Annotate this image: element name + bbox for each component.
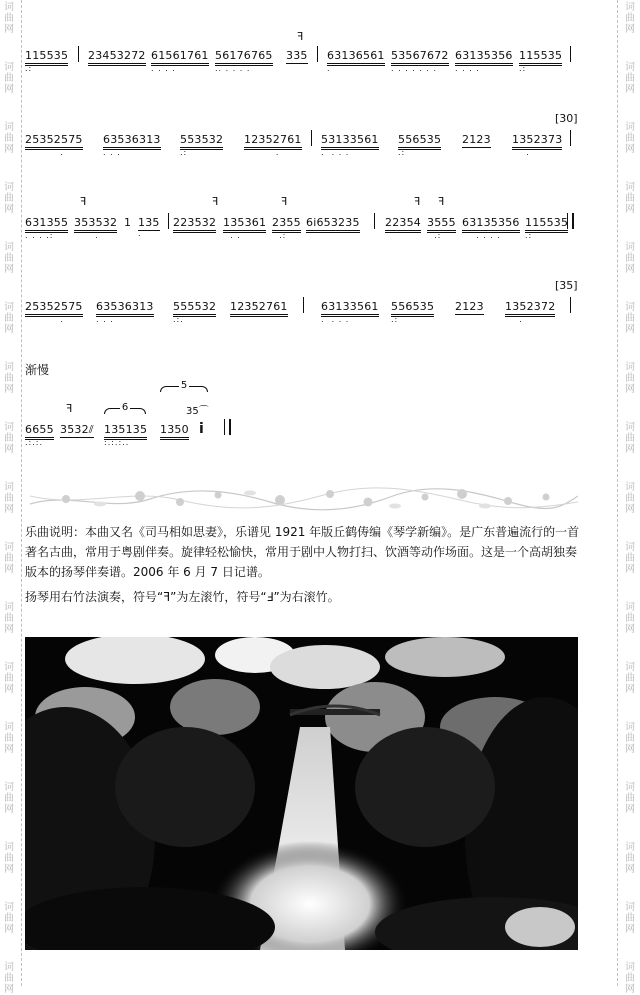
watermark-char: 词 bbox=[625, 602, 635, 613]
watermark-char: 曲 bbox=[625, 853, 635, 864]
watermark-text bbox=[2, 362, 16, 395]
watermark-char: 曲 bbox=[4, 673, 14, 684]
note-group: 2355 .: bbox=[272, 216, 301, 240]
watermark-char: 曲 bbox=[4, 73, 14, 84]
watermark-char: 网 bbox=[4, 144, 14, 155]
roll-mark: ꟻ bbox=[80, 195, 87, 208]
watermark-char: 曲 bbox=[4, 733, 14, 744]
watermark-char: 词 bbox=[4, 842, 14, 853]
watermark-char: 词 bbox=[625, 482, 635, 493]
note-group: 1350 bbox=[160, 424, 189, 440]
watermark-char: 网 bbox=[625, 444, 635, 455]
note-group: 63135356 . . . . bbox=[462, 216, 520, 240]
watermark-char: 网 bbox=[4, 864, 14, 875]
watermark-char: 词 bbox=[625, 2, 635, 13]
note-group: 56176765 .. . . . . bbox=[215, 49, 273, 73]
watermark-char: 词 bbox=[4, 542, 14, 553]
watermark-char: 网 bbox=[4, 564, 14, 575]
roll-mark: ꟻ bbox=[281, 195, 288, 208]
barline bbox=[78, 46, 79, 62]
note-group: 115535 .: bbox=[25, 49, 69, 73]
watermark-char: 词 bbox=[4, 722, 14, 733]
barline bbox=[374, 213, 375, 229]
watermark-char: 网 bbox=[625, 864, 635, 875]
watermark-char: 网 bbox=[625, 984, 635, 995]
barline bbox=[570, 130, 571, 146]
watermark-char: 词 bbox=[625, 182, 635, 193]
note-group: 135361 . . bbox=[223, 216, 267, 240]
watermark-char: 词 bbox=[625, 842, 635, 853]
ornament: 35⌒ bbox=[186, 406, 209, 417]
watermark-char: 曲 bbox=[625, 913, 635, 924]
watermark-char: 网 bbox=[4, 924, 14, 935]
watermark-text bbox=[623, 422, 637, 455]
watermark-char: 词 bbox=[625, 542, 635, 553]
note-group: 135 . bbox=[138, 216, 160, 238]
note-group: 23453272 bbox=[88, 50, 146, 66]
watermark-text bbox=[2, 662, 16, 695]
watermark-char: 网 bbox=[4, 264, 14, 275]
watermark-char: 词 bbox=[4, 2, 14, 13]
watermark-char: 词 bbox=[4, 662, 14, 673]
note-group: 63136561 . bbox=[327, 49, 385, 73]
note-group: 556535 .: bbox=[391, 300, 435, 324]
watermark-char: 网 bbox=[625, 264, 635, 275]
watermark-char: 词 bbox=[4, 302, 14, 313]
watermark-text bbox=[2, 602, 16, 635]
watermark-char: 网 bbox=[4, 504, 14, 515]
note-group: 53567672 . . . . . . . bbox=[391, 49, 449, 73]
roll-mark: ꟻ bbox=[297, 30, 304, 43]
note-group: 115535 .: bbox=[525, 216, 569, 240]
watermark-char: 曲 bbox=[4, 313, 14, 324]
repeat-barline bbox=[567, 213, 574, 229]
watermark-text bbox=[623, 722, 637, 755]
measure-number: [30] bbox=[555, 112, 578, 125]
watermark-char: 曲 bbox=[625, 553, 635, 564]
note-group: 2123 bbox=[455, 300, 484, 313]
watermark-text bbox=[2, 122, 16, 155]
final-barline bbox=[224, 419, 231, 435]
watermark-char: 词 bbox=[4, 242, 14, 253]
watermark-char: 网 bbox=[625, 84, 635, 95]
watermark-char: 曲 bbox=[625, 313, 635, 324]
note-group: 3532⫽ bbox=[60, 423, 94, 436]
right-border bbox=[617, 0, 618, 986]
watermark-char: 词 bbox=[625, 242, 635, 253]
watermark-char: 曲 bbox=[625, 793, 635, 804]
note-group: 1 bbox=[124, 216, 132, 229]
final-note: i bbox=[199, 421, 204, 437]
note-group: 556535 .: bbox=[398, 133, 442, 157]
watermark-char: 网 bbox=[625, 684, 635, 695]
note-group: 12352761 bbox=[230, 301, 288, 317]
barline bbox=[570, 297, 571, 313]
watermark-char: 曲 bbox=[625, 673, 635, 684]
watermark-char: 曲 bbox=[625, 253, 635, 264]
watermark-text bbox=[2, 302, 16, 335]
watermark-char: 曲 bbox=[4, 793, 14, 804]
note-group: 115535 .: bbox=[519, 49, 563, 73]
watermark-char: 曲 bbox=[4, 133, 14, 144]
barline bbox=[570, 46, 571, 62]
watermark-char: 网 bbox=[4, 324, 14, 335]
barline bbox=[311, 130, 312, 146]
watermark-char: 词 bbox=[4, 782, 14, 793]
watermark-text bbox=[623, 902, 637, 935]
watermark-char: 曲 bbox=[625, 133, 635, 144]
note-group: 25352575 . bbox=[25, 300, 83, 324]
watermark-char: 词 bbox=[625, 362, 635, 373]
watermark-char: 网 bbox=[4, 744, 14, 755]
watermark-char: 曲 bbox=[4, 373, 14, 384]
note-group: 63536313 . . . bbox=[103, 133, 161, 157]
watermark-text bbox=[2, 782, 16, 815]
watermark-text bbox=[623, 2, 637, 35]
note-group: 553532 .: bbox=[180, 133, 224, 157]
waterfall-illustration bbox=[25, 637, 578, 950]
watermark-char: 网 bbox=[625, 624, 635, 635]
watermark-char: 曲 bbox=[625, 973, 635, 984]
watermark-text bbox=[623, 662, 637, 695]
watermark-char: 曲 bbox=[625, 13, 635, 24]
watermark-char: 曲 bbox=[625, 433, 635, 444]
watermark-text bbox=[623, 542, 637, 575]
note-group: 353532 . bbox=[74, 216, 118, 240]
watermark-char: 词 bbox=[4, 902, 14, 913]
barline bbox=[317, 46, 318, 62]
watermark-text bbox=[2, 422, 16, 455]
note-group: 63536313 . . . bbox=[96, 300, 154, 324]
watermark-char: 网 bbox=[4, 24, 14, 35]
roll-mark: ꟻ bbox=[414, 195, 421, 208]
barline bbox=[168, 213, 169, 229]
note-group: 53133561 . . . . bbox=[321, 133, 379, 157]
watermark-char: 词 bbox=[625, 422, 635, 433]
note-group: 1352373 . bbox=[512, 133, 563, 157]
watermark-text bbox=[623, 782, 637, 815]
roll-mark: ꟻ bbox=[212, 195, 219, 208]
roll-mark: ꟻ bbox=[438, 195, 445, 208]
watermark-char: 网 bbox=[625, 24, 635, 35]
watermark-char: 网 bbox=[4, 84, 14, 95]
measure-number: [35] bbox=[555, 279, 578, 292]
watermark-char: 曲 bbox=[625, 373, 635, 384]
watermark-text bbox=[623, 122, 637, 155]
watermark-char: 网 bbox=[4, 444, 14, 455]
watermark-text bbox=[2, 542, 16, 575]
watermark-char: 网 bbox=[4, 624, 14, 635]
watermark-char: 词 bbox=[4, 482, 14, 493]
watermark-text bbox=[623, 602, 637, 635]
note-group: 135135 :.:.:.. bbox=[104, 423, 148, 447]
watermark-text bbox=[2, 242, 16, 275]
watermark-char: 曲 bbox=[625, 193, 635, 204]
watermark-text bbox=[2, 62, 16, 95]
watermark-char: 曲 bbox=[4, 193, 14, 204]
watermark-char: 曲 bbox=[4, 493, 14, 504]
tempo-marking: 渐慢 bbox=[25, 363, 50, 377]
watermark-char: 网 bbox=[625, 744, 635, 755]
waterfall-photo bbox=[25, 637, 578, 950]
watermark-char: 词 bbox=[625, 122, 635, 133]
watermark-char: 网 bbox=[625, 204, 635, 215]
watermark-char: 曲 bbox=[4, 913, 14, 924]
watermark-text bbox=[623, 482, 637, 515]
watermark-char: 词 bbox=[4, 362, 14, 373]
watermark-char: 词 bbox=[625, 962, 635, 973]
watermark-char: 曲 bbox=[625, 613, 635, 624]
note-group: 22354 bbox=[385, 217, 421, 233]
note-group: 25352575 . bbox=[25, 133, 83, 157]
watermark-char: 网 bbox=[625, 384, 635, 395]
watermark-char: 网 bbox=[625, 504, 635, 515]
watermark-char: 词 bbox=[625, 782, 635, 793]
watermark-char: 曲 bbox=[4, 853, 14, 864]
note-group: 63135356 . . . . bbox=[455, 49, 513, 73]
note-group: 335 bbox=[286, 49, 308, 62]
watermark-text bbox=[623, 302, 637, 335]
watermark-text bbox=[623, 242, 637, 275]
watermark-char: 网 bbox=[625, 564, 635, 575]
watermark-char: 词 bbox=[4, 182, 14, 193]
watermark-text bbox=[2, 2, 16, 35]
watermark-char: 曲 bbox=[4, 973, 14, 984]
watermark-text bbox=[2, 182, 16, 215]
watermark-text bbox=[2, 842, 16, 875]
watermark-char: 词 bbox=[4, 62, 14, 73]
note-group: 2123 bbox=[462, 133, 491, 146]
tuplet-bracket: 6 bbox=[104, 408, 146, 414]
watermark-text bbox=[623, 962, 637, 995]
watermark-char: 网 bbox=[4, 384, 14, 395]
watermark-char: 词 bbox=[4, 122, 14, 133]
watermark-text bbox=[2, 722, 16, 755]
watermark-char: 曲 bbox=[4, 253, 14, 264]
note-group: 223532 bbox=[173, 217, 216, 233]
watermark-text bbox=[2, 482, 16, 515]
watermark-char: 网 bbox=[625, 924, 635, 935]
watermark-text bbox=[2, 962, 16, 995]
note-group: 6i653235 bbox=[306, 217, 360, 233]
watermark-char: 网 bbox=[4, 804, 14, 815]
watermark-char: 网 bbox=[4, 204, 14, 215]
watermark-char: 词 bbox=[625, 662, 635, 673]
watermark-text bbox=[623, 842, 637, 875]
watermark-char: 网 bbox=[625, 144, 635, 155]
watermark-char: 词 bbox=[4, 602, 14, 613]
watermark-char: 词 bbox=[625, 302, 635, 313]
watermark-char: 曲 bbox=[4, 13, 14, 24]
watermark-char: 词 bbox=[4, 422, 14, 433]
watermark-char: 曲 bbox=[4, 613, 14, 624]
watermark-char: 词 bbox=[625, 902, 635, 913]
left-border bbox=[21, 0, 22, 986]
note-group: 631355 . . . .: bbox=[25, 216, 69, 240]
watermark-char: 词 bbox=[625, 722, 635, 733]
watermark-char: 词 bbox=[625, 62, 635, 73]
note-group: 63133561 . . . . bbox=[321, 300, 379, 324]
note-group: 61561761 . . . . bbox=[151, 49, 209, 73]
performance-note: 扬琴用右竹法演奏，符号“ꟻ”为左滚竹，符号“Ⅎ”为右滚竹。 bbox=[25, 590, 340, 604]
music-description: 乐曲说明：本曲又名《司马相如思妻》，乐谱见 1921 年版丘鹤俦编《琴学新编》。是广东普遍流行的一首著名古曲，常用于粤剧伴奏。旋律轻松愉快，常用于剧中人物打扫、饮酒等动作场面。这是一个高胡独奏版本的扬琴伴奏谱。2006 年 6 月 7 日记谱。 bbox=[25, 525, 580, 579]
floral-divider bbox=[30, 482, 578, 516]
watermark-char: 曲 bbox=[4, 553, 14, 564]
tuplet-bracket: 5 bbox=[160, 386, 208, 392]
watermark-char: 曲 bbox=[625, 73, 635, 84]
watermark-char: 曲 bbox=[4, 433, 14, 444]
watermark-text bbox=[623, 62, 637, 95]
note-group: 555532 .:. bbox=[173, 300, 217, 324]
barline bbox=[303, 297, 304, 313]
note-group: 6655 .:.:. bbox=[25, 423, 54, 447]
watermark-char: 曲 bbox=[625, 733, 635, 744]
watermark-char: 网 bbox=[4, 984, 14, 995]
watermark-char: 网 bbox=[4, 684, 14, 695]
watermark-text bbox=[2, 902, 16, 935]
watermark-text bbox=[623, 182, 637, 215]
watermark-char: 词 bbox=[4, 962, 14, 973]
watermark-char: 曲 bbox=[625, 493, 635, 504]
roll-mark: ꟻ bbox=[66, 402, 73, 415]
note-group: 3555 .: bbox=[427, 216, 456, 240]
watermark-text bbox=[623, 362, 637, 395]
note-group: 1352372 . bbox=[505, 300, 556, 324]
watermark-char: 网 bbox=[625, 804, 635, 815]
note-group: 12352761 . bbox=[244, 133, 302, 157]
watermark-char: 网 bbox=[625, 324, 635, 335]
